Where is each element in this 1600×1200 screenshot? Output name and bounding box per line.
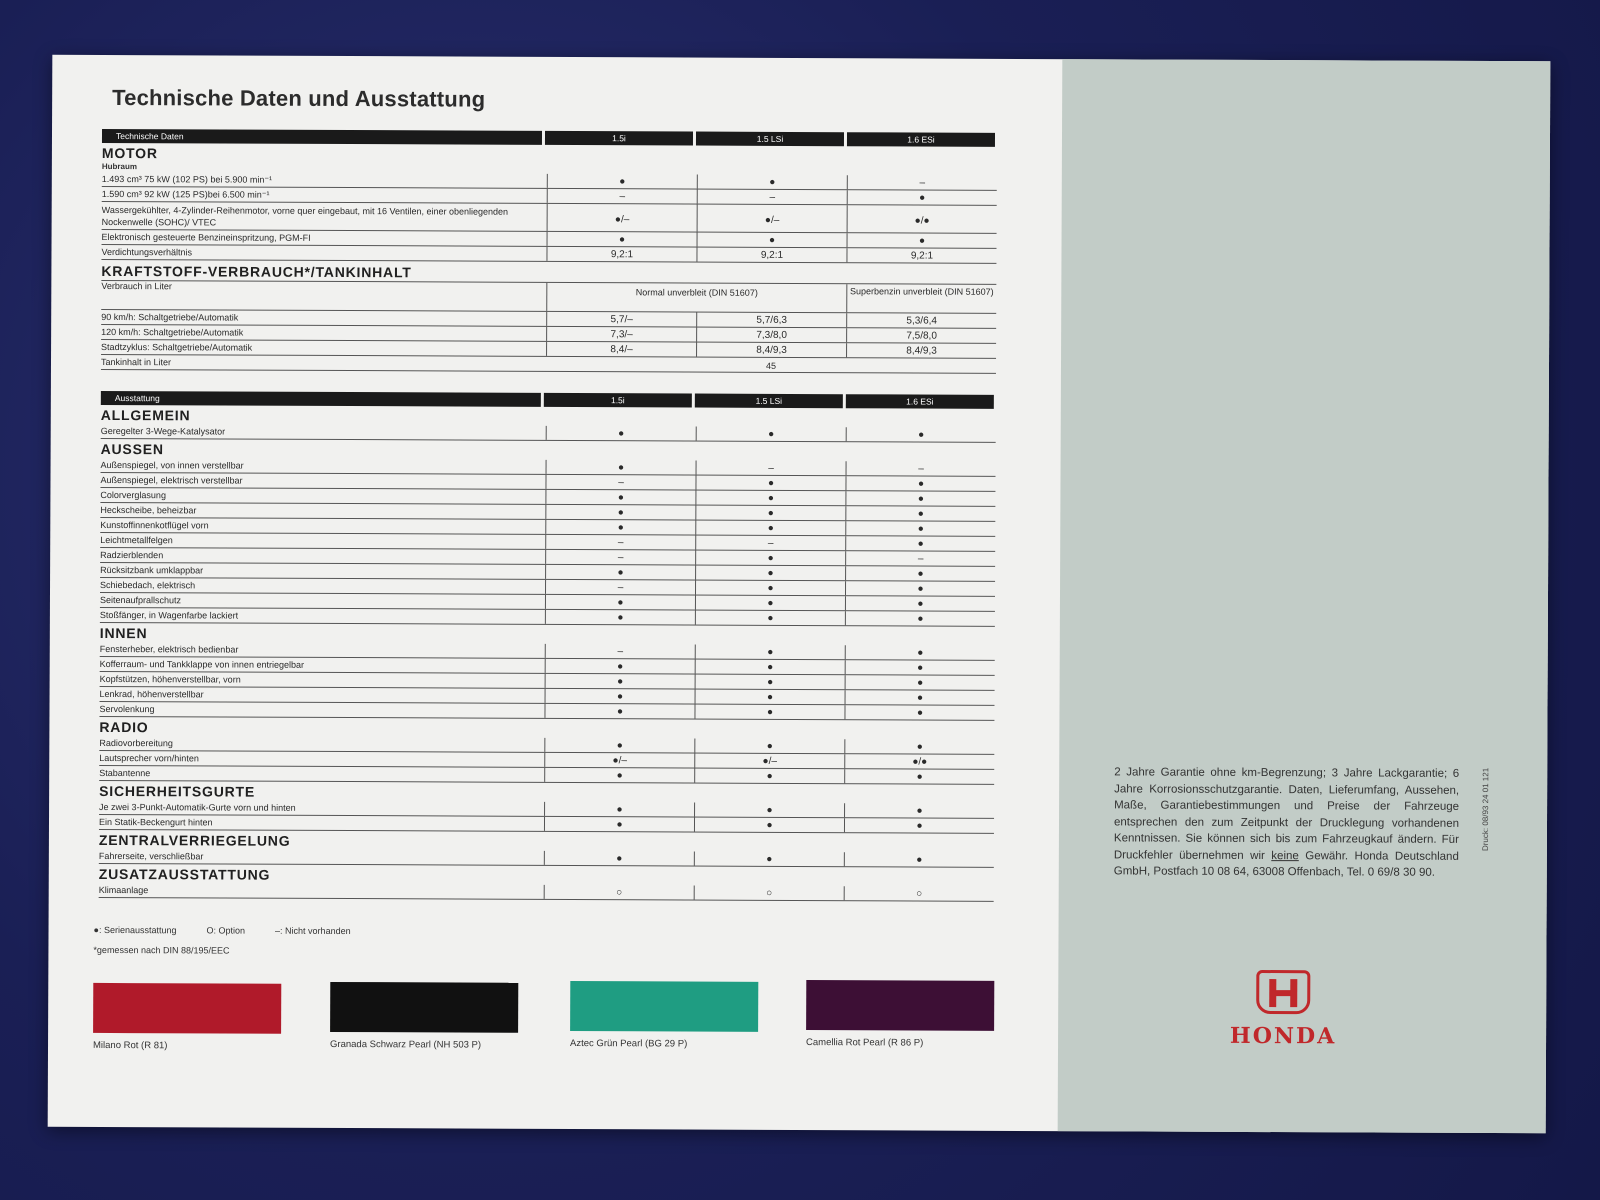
color-label-milano-rot: Milano Rot (R 81) [92, 1039, 168, 1052]
row-value: 5,3/6,4 [846, 313, 996, 328]
section-heading-motor: MOTOR [101, 144, 158, 162]
row-value: – [545, 580, 695, 595]
color-swatch-camellia-rot [806, 980, 994, 1031]
table-row [102, 202, 997, 234]
honda-wordmark: HONDA [1229, 1022, 1337, 1050]
row-label: Ein Statik-Beckengurt hinten [98, 816, 213, 828]
row-value: ● [845, 506, 995, 521]
row-value: ● [695, 476, 845, 491]
row-value: ● [844, 769, 994, 784]
color-label-granada-schwarz: Granada Schwarz Pearl (NH 503 P) [330, 1038, 482, 1051]
row-label: Fahrerseite, verschließbar [98, 850, 204, 862]
row-label: Stoßfänger, in Wagenfarbe lackiert [99, 609, 239, 621]
fuel-header [101, 280, 996, 314]
row-label: Colorverglasung [100, 489, 166, 501]
row-label: Leichtmetallfelgen [100, 534, 173, 546]
row-value: ○ [694, 886, 844, 901]
tech-header-label: Technische Daten [102, 129, 542, 145]
row-value: ● [544, 738, 694, 753]
row-label: Stabantenne [99, 767, 151, 779]
row-label: Schiebedach, elektrisch [100, 579, 196, 591]
section-heading: RADIO [99, 718, 149, 736]
row-value: ● [845, 645, 995, 660]
row-value: ● [694, 852, 844, 867]
row-label: Lautsprecher vorn/hinten [99, 752, 199, 764]
row-label: 120 km/h: Schaltgetriebe/Automatik [101, 326, 244, 338]
row-value: ● [694, 705, 844, 720]
warranty-keine: keine [1271, 849, 1299, 862]
row-value: ● [694, 739, 844, 754]
row-value: ● [545, 674, 695, 689]
row-label: Stadtzyklus: Schaltgetriebe/Automatik [101, 341, 253, 353]
row-value: ● [545, 490, 695, 505]
row-value: ● [696, 427, 846, 442]
row-label: Verdichtungsverhältnis [101, 246, 193, 258]
row-value: 9,2:1 [696, 248, 846, 263]
row-value: ● [845, 536, 995, 551]
row-value: ● [694, 818, 844, 833]
row-label: Heckscheibe, beheizbar [100, 504, 197, 516]
row-value: ● [844, 818, 994, 833]
row-value: ● [546, 426, 696, 441]
tank-label: Tankinhalt in Liter [100, 356, 172, 368]
row-value: 8,4/9,3 [696, 343, 846, 358]
page-title: Technische Daten und Ausstattung [112, 84, 486, 112]
row-value: ● [845, 521, 995, 536]
row-value: ● [547, 232, 697, 247]
tank-value: 45 [765, 360, 777, 371]
section-heading: SICHERHEITSGURTE [99, 782, 256, 800]
row-value: – [696, 461, 846, 476]
row-value: – [547, 189, 697, 204]
row-label: Servolenkung [99, 703, 155, 715]
row-value: 7,5/8,0 [846, 328, 996, 343]
row-label: 90 km/h: Schaltgetriebe/Automatik [101, 311, 239, 323]
row-value: ● [845, 491, 995, 506]
row-value: ● [695, 596, 845, 611]
row-value: – [846, 461, 996, 476]
row-value: ● [845, 660, 995, 675]
fuel-rows [101, 310, 996, 359]
warranty-part-2: Gewähr. Honda Deutschland GmbH, Postfach 10 08 64, 63008 Offenbach, Tel. 0 69/8 30 90. [1113, 849, 1459, 879]
row-value: – [847, 175, 997, 190]
row-value: ● [845, 581, 995, 596]
row-value: ● [845, 476, 995, 491]
row-value: ● [694, 769, 844, 784]
row-value: ● [545, 520, 695, 535]
row-value: ● [695, 675, 845, 690]
row-value: ● [545, 565, 695, 580]
warranty-part-1: 2 Jahre Garantie ohne km-Begrenzung; 3 Jahre Lackgarantie; 6 Jahre Korrosionsschutzgarantie. Daten, Lieferumfang, Aussehen, Maße, Garantiebestimmungen und Preise der Fahrzeuge entsprechen den zum Zeitpunkt der Drucklegung vorhandenen Kenntnissen. Sie können sich bis zum Fahrzeugkauf ändern. Für Druckfehler übernehmen wir [1113, 766, 1460, 862]
legend-standard: ●: Serienausstattung [93, 924, 177, 936]
row-value: ● [844, 705, 994, 720]
row-label: Radiovorbereitung [99, 737, 173, 749]
row-value: ● [547, 174, 697, 189]
equip-model-2: 1.5 LSi [695, 394, 843, 409]
honda-logo [1208, 970, 1358, 1050]
section-heading: AUSSEN [100, 440, 164, 458]
warranty-text [1114, 764, 1460, 881]
row-value: ● [545, 659, 695, 674]
row-value: – [545, 535, 695, 550]
row-value: ● [695, 551, 845, 566]
row-label: Wassergekühlter, 4-Zylinder-Reihenmotor, vorne quer eingebaut, mit 16 Ventilen, einer obenliegenden Nockenwelle (SOHC)/ VTEC [101, 204, 509, 228]
row-label: Rücksitzbank umklappbar [100, 564, 204, 576]
row-label: Fensterheber, elektrisch bedienbar [99, 643, 239, 655]
row-value: ● [545, 595, 695, 610]
row-value: ● [697, 175, 847, 190]
row-label: Außenspiegel, von innen verstellbar [100, 459, 244, 471]
model-1: 1.5i [545, 131, 693, 146]
row-value: ●/– [544, 753, 694, 768]
row-label: 1.590 cm³ 92 kW (125 PS)bei 6.500 min⁻¹ [101, 188, 270, 200]
row-value: ● [695, 660, 845, 675]
row-value: ● [545, 610, 695, 625]
row-value: ● [544, 802, 694, 817]
model-3: 1.6 ESi [847, 132, 995, 147]
row-label: Lenkrad, höhenverstellbar [99, 688, 204, 700]
color-label-aztec-gruen: Aztec Grün Pearl (BG 29 P) [570, 1038, 688, 1050]
row-value: 8,4/– [546, 342, 696, 357]
row-value: ● [845, 690, 995, 705]
row-label: Kunstoffinnenkotflügel vorn [100, 519, 209, 531]
row-value: – [697, 190, 847, 205]
row-value: ● [544, 704, 694, 719]
row-label: Seitenaufprallschutz [99, 594, 182, 606]
motor-rows [101, 172, 996, 264]
row-label: Klimaanlage [98, 884, 149, 896]
row-value: ● [847, 190, 997, 205]
row-value: ○ [844, 886, 994, 901]
section-heading: ZENTRALVERRIEGELUNG [98, 831, 291, 849]
row-value: 7,3/8,0 [696, 328, 846, 343]
row-value: ● [697, 233, 847, 248]
row-value: ● [695, 506, 845, 521]
row-value: 5,7/6,3 [696, 313, 846, 328]
row-value: ● [846, 427, 996, 442]
row-value: ●/– [697, 205, 847, 233]
row-value: 5,7/– [546, 312, 696, 327]
legend [94, 925, 351, 936]
equip-sections [99, 406, 996, 902]
row-value: 9,2:1 [546, 247, 696, 262]
legend-option: O: Option [206, 925, 246, 936]
row-label: Elektronisch gesteuerte Benzineinspritzung, PGM-FI [101, 231, 311, 243]
hubraum-label: Hubraum [101, 161, 138, 172]
model-2: 1.5 LSi [696, 132, 844, 147]
row-label: Geregelter 3-Wege-Katalysator [100, 425, 226, 437]
section-heading: ALLGEMEIN [100, 406, 191, 424]
row-label: Je zwei 3-Punkt-Automatik-Gurte vorn und hinten [99, 801, 296, 813]
section-heading: ZUSATZAUSSTATTUNG [98, 865, 271, 883]
row-value: ●/● [844, 754, 994, 769]
footnote: *gemessen nach DIN 88/195/EEC [93, 944, 230, 956]
row-label: Kofferraum- und Tankklappe von innen entriegelbar [99, 658, 305, 670]
color-swatch-aztec-gruen [570, 981, 758, 1032]
fuel-super: Superbenzin unverbleit (DIN 51607) [846, 284, 996, 313]
brochure-sheet [48, 55, 1551, 1134]
equip-header-label: Ausstattung [101, 391, 541, 407]
row-value: ● [695, 690, 845, 705]
row-value: ● [545, 505, 695, 520]
row-value: ● [544, 851, 694, 866]
row-value: ● [545, 689, 695, 704]
color-swatch-granada-schwarz [330, 982, 518, 1033]
row-label: 1.493 cm³ 75 kW (102 PS) bei 5.900 min⁻¹ [101, 173, 273, 185]
row-value: ● [844, 739, 994, 754]
row-value: ● [695, 645, 845, 660]
row-value: ●/– [694, 754, 844, 769]
tech-data-table [101, 129, 997, 374]
row-value: ● [695, 566, 845, 581]
row-value: ○ [544, 885, 694, 900]
equip-model-1: 1.5i [544, 393, 692, 408]
row-value: ● [845, 611, 995, 626]
row-value: – [545, 475, 695, 490]
row-value: – [545, 644, 695, 659]
row-value: ● [844, 852, 994, 867]
row-value: ● [847, 233, 997, 248]
row-label: Kopfstützen, höhenverstellbar, vorn [99, 673, 241, 685]
row-value: ● [695, 521, 845, 536]
row-value: ● [695, 611, 845, 626]
equip-model-3: 1.6 ESi [846, 394, 994, 409]
color-swatch-milano-rot [93, 983, 281, 1034]
color-label-camellia-rot: Camellia Rot Pearl (R 86 P) [806, 1037, 924, 1049]
row-label: Außenspiegel, elektrisch verstellbar [100, 474, 243, 486]
row-value: ● [845, 596, 995, 611]
table-row [101, 245, 996, 264]
fuel-normal: Normal unverbleit (DIN 51607) [546, 283, 846, 312]
equipment-table [99, 391, 996, 902]
legend-none: –: Nicht vorhanden [275, 925, 351, 937]
fuel-sub-label: Verbrauch in Liter [101, 280, 172, 292]
row-value: ● [694, 803, 844, 818]
row-value: ● [845, 566, 995, 581]
row-value: ●/● [847, 205, 997, 233]
honda-h-icon [1256, 970, 1310, 1014]
row-value: ● [695, 491, 845, 506]
row-value: 8,4/9,3 [846, 343, 996, 358]
row-value: ● [844, 803, 994, 818]
print-code: Druck: 08/93 24 01 121 [1480, 767, 1491, 852]
row-value: ● [544, 768, 694, 783]
section-heading-fuel: KRAFTSTOFF-VERBRAUCH*/TANKINHALT [101, 262, 412, 281]
row-value: ●/– [547, 204, 697, 232]
row-value: ● [544, 817, 694, 832]
row-value: ● [695, 581, 845, 596]
table-row [99, 883, 994, 902]
row-value: – [545, 550, 695, 565]
row-value: – [695, 536, 845, 551]
row-value: 7,3/– [546, 327, 696, 342]
row-value: ● [546, 460, 696, 475]
row-value: – [845, 551, 995, 566]
section-heading: INNEN [99, 624, 148, 642]
tank-row [101, 355, 996, 374]
row-value: 9,2:1 [846, 248, 996, 263]
row-value: ● [845, 675, 995, 690]
row-label: Radzierblenden [100, 549, 164, 561]
